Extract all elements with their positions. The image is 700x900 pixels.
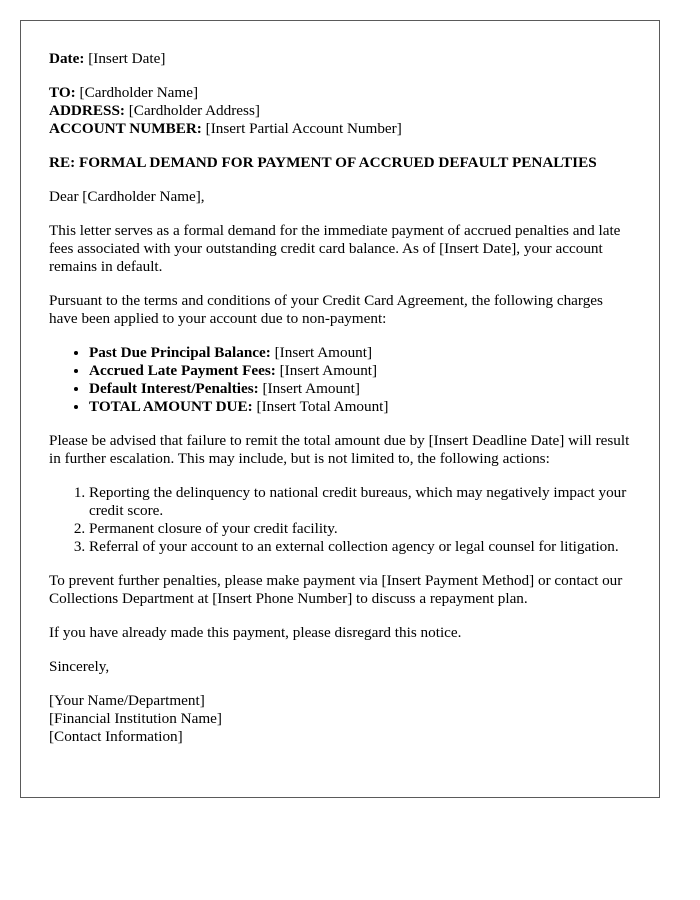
charge-label: Accrued Late Payment Fees: xyxy=(89,362,276,379)
address-value: [Cardholder Address] xyxy=(128,102,260,119)
address-line xyxy=(49,102,631,120)
paragraph-intro: This letter serves as a formal demand for the immediate payment of accrued penalties and late fees associated with your outstanding credit card balance. As of [Insert Date], your account remains in default. xyxy=(49,222,621,275)
signature-name: [Your Name/Department] xyxy=(49,692,205,709)
action-item: 3. Referral of your account to an external collection agency or legal counsel for litigation. xyxy=(89,538,631,556)
subject-text: RE: FORMAL DEMAND FOR PAYMENT OF ACCRUED DEFAULT PENALTIES xyxy=(49,154,597,171)
charge-item xyxy=(89,362,631,380)
account-label: ACCOUNT NUMBER: xyxy=(49,120,202,137)
paragraph-warning: Please be advised that failure to remit the total amount due by [Insert Deadline Date] will result in further escalation. This may include, but is not limited to, the following actions: xyxy=(49,432,630,467)
charge-item xyxy=(89,344,631,362)
paragraph-payment: To prevent further penalties, please make payment via [Insert Payment Method] or contact our Collections Department at [Insert Phone Number] to discuss a repayment plan. xyxy=(49,572,623,607)
charge-value: [Insert Amount] xyxy=(262,380,360,397)
to-value: [Cardholder Name] xyxy=(79,84,199,101)
account-value: [Insert Partial Account Number] xyxy=(205,120,402,137)
signature-institution: [Financial Institution Name] xyxy=(49,710,222,727)
signature-contact: [Contact Information] xyxy=(49,728,183,745)
salutation: Dear [Cardholder Name], xyxy=(49,188,205,205)
to-label: TO: xyxy=(49,84,76,101)
charges-list xyxy=(49,344,631,416)
subject-line xyxy=(49,154,631,172)
charge-label: TOTAL AMOUNT DUE: xyxy=(89,398,253,415)
paragraph-disregard: If you have already made this payment, please disregard this notice. xyxy=(49,624,462,641)
action-item: 2. Permanent closure of your credit facility. xyxy=(89,520,631,538)
address-label: ADDRESS: xyxy=(49,102,125,119)
action-item: 1. Reporting the delinquency to national credit bureaus, which may negatively impact your credit score. xyxy=(89,484,631,520)
charge-value: [Insert Amount] xyxy=(279,362,378,379)
paragraph-charges-intro: Pursuant to the terms and conditions of your Credit Card Agreement, the following charges have been applied to your account due to non-payment: xyxy=(49,292,603,327)
charge-item xyxy=(89,398,631,416)
date-line xyxy=(49,50,631,68)
demand-letter xyxy=(20,20,660,798)
charge-value: [Insert Amount] xyxy=(274,344,373,361)
charge-label: Default Interest/Penalties: xyxy=(89,380,259,397)
to-line xyxy=(49,84,631,102)
account-line xyxy=(49,120,631,138)
date-label: Date: xyxy=(49,50,85,67)
closing: Sincerely, xyxy=(49,658,110,675)
charge-label: Past Due Principal Balance: xyxy=(89,344,271,361)
charge-value: [Insert Total Amount] xyxy=(256,398,389,415)
date-value: [Insert Date] xyxy=(88,50,166,67)
charge-item xyxy=(89,380,631,398)
actions-list xyxy=(49,484,631,556)
